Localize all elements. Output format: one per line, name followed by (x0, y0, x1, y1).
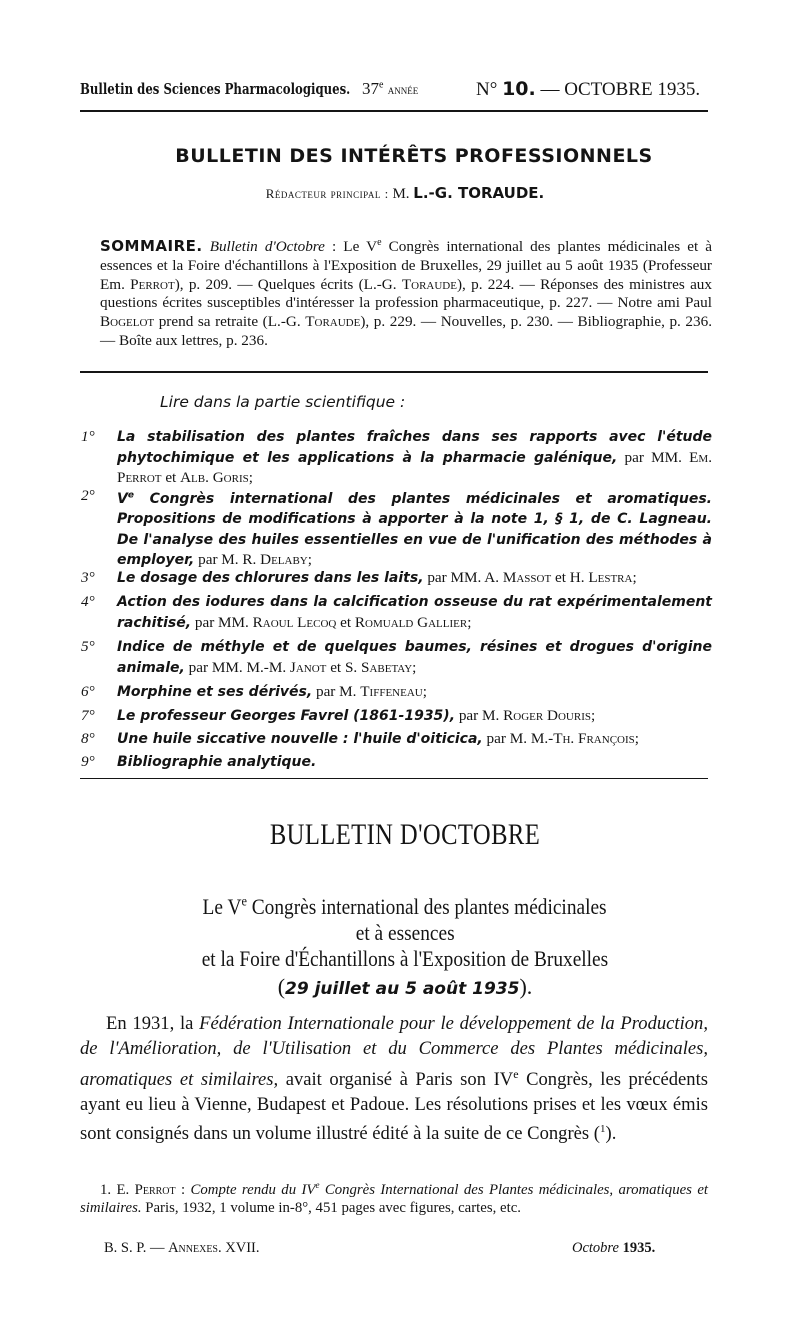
summary-text: ), p. 224. — Réponses des ministres aux questions écrites susceptibles d'intéresser la profession pharmaceutique, p. 227. — Notre ami Paul (100, 275, 712, 312)
toc-item (81, 729, 712, 750)
issue-prefix: N° (476, 79, 498, 100)
toc-author: Th. François (553, 730, 635, 747)
toc-end: ; (248, 469, 253, 487)
toc-author: Raoul Lecoq (252, 613, 337, 631)
toc-by: par MM. (191, 613, 253, 631)
toc-item (81, 486, 712, 571)
article-title-part: et la Foire d'Échantillons à l'Exposition de Bruxelles (201, 946, 609, 971)
toc-rule (80, 778, 708, 779)
toc-number: 2° (81, 487, 95, 504)
toc-number: 7° (81, 707, 95, 724)
footer-text: . XVII. (218, 1240, 260, 1256)
journal-title: Bulletin des Sciences Pharmacologiques. (80, 80, 351, 98)
para-sup: e (513, 1066, 519, 1081)
footnote-colon: : (175, 1181, 191, 1198)
paren: ( (277, 974, 286, 999)
toc-author: Alb. Goris (180, 469, 249, 487)
paren: ). (519, 974, 533, 999)
toc-item (81, 752, 712, 773)
toc-by: par M. (312, 683, 361, 700)
toc-item (81, 682, 712, 703)
footer-month: Octobre (572, 1240, 619, 1256)
footnote (80, 1177, 708, 1218)
footer-year: 1935. (622, 1240, 656, 1256)
scientific-part-heading: Lire dans la partie scientifique : (160, 393, 406, 411)
toc-author: Roger Douris (503, 707, 591, 724)
footnote-title-part: Compte rendu du IV (190, 1181, 316, 1198)
toc-end: ; (307, 551, 312, 569)
article-date-range: 29 juillet au 5 août 1935 (285, 979, 520, 999)
footer-left (104, 1240, 259, 1257)
toc-title: Indice de méthyle et de quelques baumes, résines et drogues d'origine animale, (117, 639, 712, 676)
toc-title: La stabilisation des plantes fraîches dans ses rapports avec l'étude phytochimique et les applications à la pharmacie galénique, (117, 429, 712, 466)
footnote-title-sup: e (315, 1180, 320, 1190)
toc-by: par MM. A. (423, 569, 503, 586)
author-name: Perrot (130, 275, 175, 293)
toc-item (81, 706, 712, 727)
toc-item (81, 592, 712, 633)
volume-year (362, 79, 418, 99)
para-text: avait organisé à Paris son IV (278, 1068, 514, 1090)
toc-number: 1° (81, 428, 95, 445)
toc-title-part: Congrès international des plantes médicinales et aromatiques. Propositions de modifications à apporter à la note 1, § 1, de C. Lagneau. De l'analyse des huiles essentielles en vue de l'unification des méthodes à employer, (117, 490, 712, 569)
toc-by: par M. (455, 707, 504, 724)
footer-right (572, 1240, 655, 1257)
toc-end: ; (590, 707, 596, 724)
issue-info (476, 78, 700, 101)
toc-author: Lestra (588, 569, 633, 586)
header-rule (80, 110, 708, 112)
annee-number: 37 (362, 79, 379, 98)
toc-title: Action des iodures dans la calcification osseuse du rat expérimentalement rachitisé, (117, 594, 712, 631)
toc-number: 3° (81, 569, 95, 586)
toc-title: Morphine et ses dérivés, (117, 684, 313, 700)
toc-end: ; (467, 613, 472, 631)
toc-author: Tiffeneau (360, 683, 423, 700)
bulletin-title: BULLETIN D'OCTOBRE (269, 818, 541, 851)
body-paragraph (80, 1012, 708, 1147)
toc-title-part: V (117, 490, 128, 507)
para-text: ). (605, 1123, 617, 1145)
article-title-part: Congrès international des plantes médicinales (247, 894, 608, 919)
toc-by: par M. M.- (482, 730, 554, 747)
toc-item (81, 637, 712, 678)
author-name: Toraude (401, 275, 457, 293)
summary-rule (80, 371, 708, 373)
summary-sup: e (377, 237, 382, 248)
article-title-sup: e (241, 894, 248, 910)
article-title-line (80, 894, 730, 920)
article-title-part: Le V (202, 894, 242, 919)
issue-number: 10. (502, 78, 536, 100)
federation-name: Fédération Internationale pour le développement de la Production, de l'Amélioration, de l'Utilisation et du Commerce des Plantes médicinales, aromatiques et similaires, (80, 1013, 708, 1090)
toc-number: 6° (81, 683, 95, 700)
toc-title: Bibliographie analytique. (117, 754, 317, 770)
footnote-title-part: Congrès International des Plantes médicinales, aromatiques et similaires. (80, 1181, 708, 1216)
summary-text: Congrès international des plantes médicinales et à essences et la Foire d'échantillons à l'Exposition de Bruxelles, 29 juillet au 5 août 1935 (Professeur Em. (100, 238, 713, 293)
footnote-number: 1. E. (100, 1181, 135, 1198)
toc-author: Em. Perrot (117, 448, 712, 487)
toc-author: Romuald Gallier (354, 613, 468, 631)
para-text: En 1931, la (106, 1013, 200, 1034)
summary-text: ), p. 229. — Nouvelles, p. 230. — Bibliographie, p. 236. — Boîte aux lettres, p. 236. (100, 313, 713, 350)
section-title: BULLETIN DES INTÉRÊTS PROFESSIONNELS (175, 145, 653, 167)
toc-item (81, 427, 712, 488)
editor-label: Rédacteur principal : (265, 186, 389, 201)
footnote-author: Perrot (134, 1181, 176, 1198)
toc-number: 8° (81, 730, 95, 747)
article-title-line (80, 946, 730, 972)
toc-author: Massot (502, 569, 552, 586)
footer-annexes: Annexes (168, 1240, 218, 1256)
author-name: Bogelot (100, 313, 155, 331)
toc-author: Delaby (260, 551, 308, 569)
toc-end: ; (634, 730, 639, 747)
footnote-text: Paris, 1932, 1 volume in-8°, 451 pages avec figures, cartes, etc. (141, 1199, 521, 1216)
summary-bulletin: Bulletin d'Octobre (209, 238, 325, 256)
article-title-line (80, 920, 730, 946)
toc-item (81, 568, 712, 589)
toc-title: Une huile siccative nouvelle : l'huile d'oiticica, (117, 731, 483, 747)
toc-end: ; (632, 569, 637, 586)
annee-sup: e (379, 79, 384, 91)
toc-title-sup: e (127, 490, 134, 500)
toc-and: et (161, 469, 181, 487)
issue-date: — OCTOBRE 1935. (540, 79, 701, 100)
editor-line (80, 184, 730, 203)
summary-text: prend sa retraite (L.-G. (154, 313, 306, 331)
toc-number: 4° (81, 593, 95, 610)
toc-number: 5° (81, 638, 95, 655)
toc-title: Le dosage des chlorures dans les laits, (117, 570, 424, 586)
toc-and: et S. (326, 658, 361, 676)
toc-number: 9° (81, 753, 95, 770)
article-title-part: et à essences (355, 920, 455, 945)
toc-and: et (336, 613, 355, 631)
annee-word: année (387, 82, 419, 97)
toc-by: par MM. (617, 448, 690, 466)
toc-end: ; (412, 658, 417, 676)
editor-name: L.-G. TORAUDE. (413, 184, 545, 202)
summary-text: : Le V (324, 238, 378, 256)
toc-title: Le professeur Georges Favrel (1861-1935), (117, 708, 456, 724)
footer-text: B. S. P. — (104, 1240, 169, 1256)
toc-by: par MM. M.-M. (184, 658, 290, 676)
toc-end: ; (422, 683, 427, 700)
para-text: Congrès, les précédents ayant eu lieu à Vienne, Budapest et Padoue. Les résolutions prises et les vœux émis sont consignés dans un volume illustré édité à la suite de ce Congrès ( (80, 1068, 708, 1145)
author-name: Toraude (305, 313, 361, 331)
editor-m: M. (392, 186, 410, 202)
toc-author: Janot (289, 658, 327, 676)
summary-block (100, 234, 712, 351)
article-dates (80, 974, 730, 1000)
toc-author: Sabetay (361, 658, 413, 676)
summary-text: ), p. 209. — Quelques écrits (L.-G. (174, 275, 402, 293)
toc-and: et H. (551, 569, 589, 586)
summary-heading: SOMMAIRE. (100, 237, 203, 256)
footnote-ref: 1 (600, 1123, 606, 1136)
toc-by: par M. R. (194, 551, 261, 569)
